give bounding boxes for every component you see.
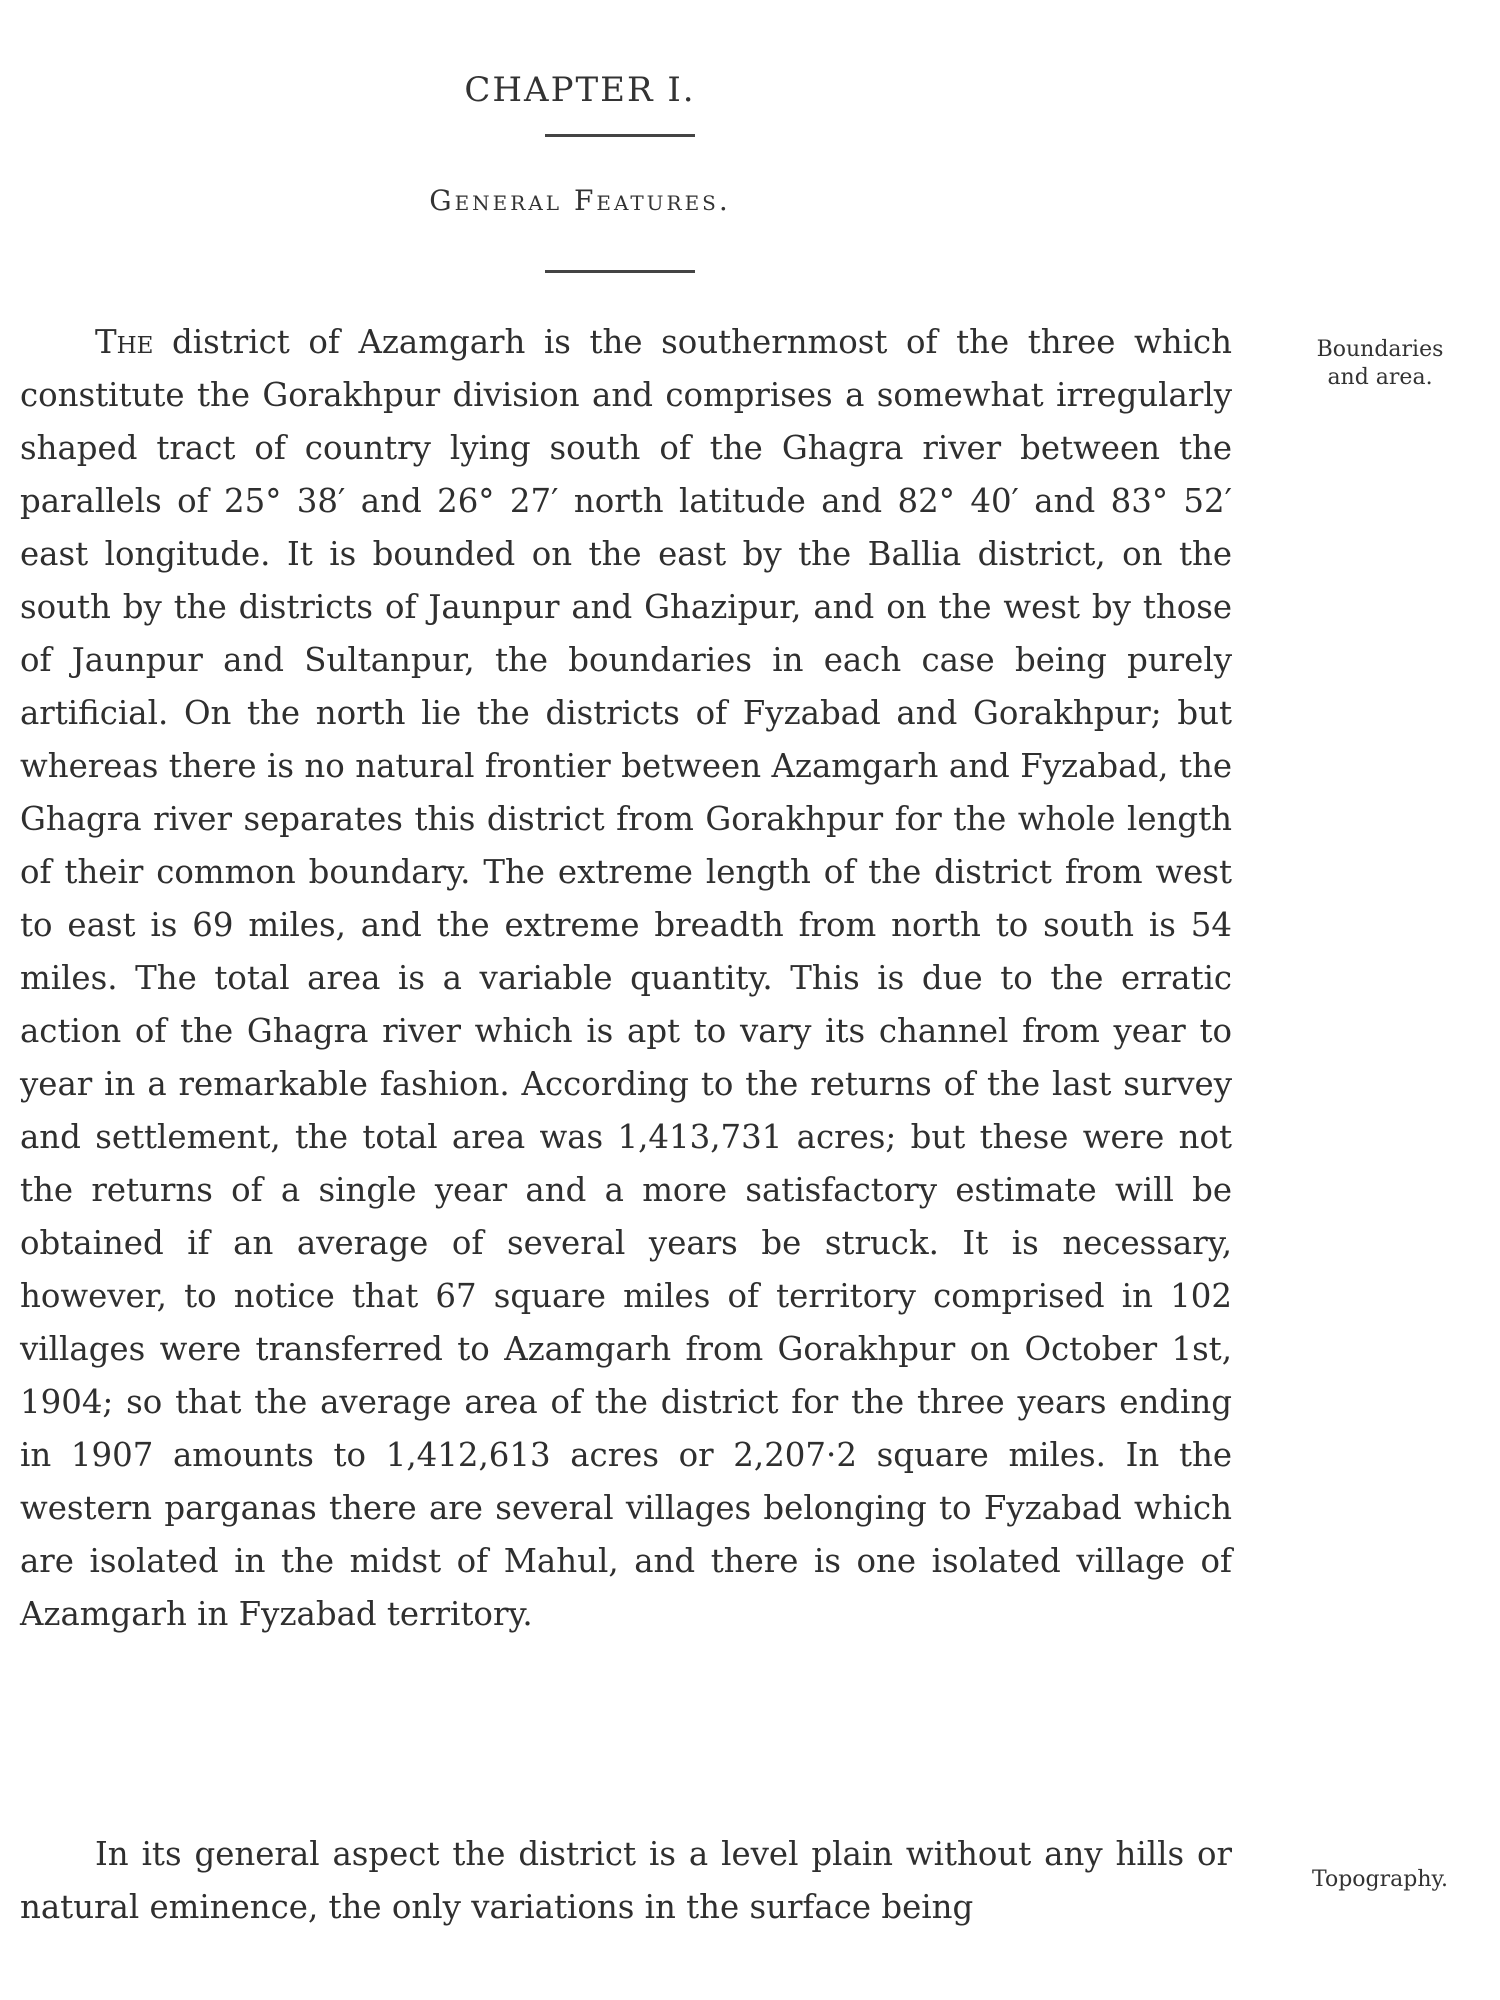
title-divider-bottom	[545, 270, 695, 273]
title-divider-top	[545, 134, 695, 137]
margin-note-topography: Topography.	[1311, 1867, 1448, 1892]
section-title: General Features.	[429, 184, 731, 217]
chapter-title: CHAPTER I.	[464, 70, 696, 110]
paragraph-1	[20, 316, 1232, 1641]
paragraph-1-lead-word: The	[95, 323, 154, 361]
paragraph-boundaries	[20, 316, 1232, 1641]
paragraph-topography	[20, 1828, 1232, 1934]
margin-note-boundaries-line2: and area.	[1327, 365, 1433, 390]
margin-note-boundaries-line1: Boundaries	[1316, 337, 1444, 362]
paragraph-2: In its general aspect the district is a level plain without any hills or natural eminence, the only variations in the surface being	[20, 1835, 1232, 1926]
margin-note-boundaries	[1285, 336, 1475, 392]
paragraph-1-text: district of Azamgarh is the southernmost of the three which constitute the Gorakhpur division and comprises a somewhat irregularly shaped tract of country lying south of the Ghagra river between the parallels of 25° 38′ and 26° 27′ north latitude and 82° 40′ and 83° 52′ east longitude. It is bounded on the east by the Ballia district, on the south by the districts of Jaunpur and Ghazipur, and on the west by those of Jaunpur and Sultanpur, the boundaries in each case being purely artificial. On the north lie the districts of Fyzabad and Gorakhpur; but whereas there is no natural frontier between Azamgarh and Fyzabad, the Ghagra river separates this district from Gorakhpur for the whole length of their common boundary. The extreme length of the district from west to east is 69 miles, and the extreme breadth from north to south is 54 miles. The total area is a variable quantity. This is due to the erratic action of the Ghagra river which is apt to vary its channel from year to year in a remarkable fashion. According to the returns of the last survey and settlement, the total area was 1,413,731 acres; but these were not the returns of a single year and a more satisfactory estimate will be obtained if an average of several years be struck. It is necessary, however, to notice that 67 square miles of territory comprised in 102 villages were transferred to Azamgarh from Gorakhpur on October 1st, 1904; so that the average area of the district for the three years ending in 1907 amounts to 1,412,613 acres or 2,207·2 square miles. In the western parganas there are several villages belonging to Fyzabad which are isolated in the midst of Mahul, and there is one isolated village of Azamgarh in Fyzabad territory.	[20, 323, 1232, 1633]
